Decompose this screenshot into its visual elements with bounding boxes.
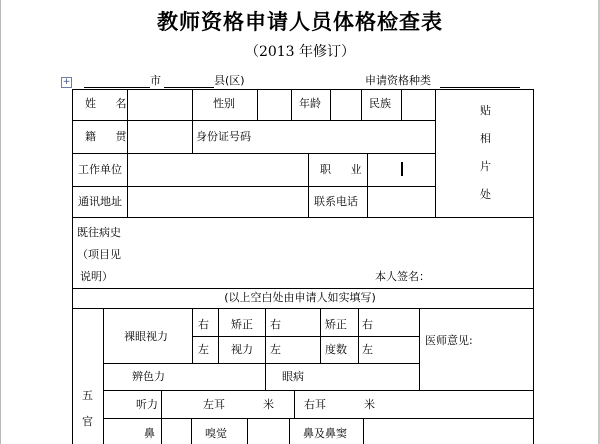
corrected-left-label: 左	[270, 343, 281, 356]
corrected-vision-label-2: 视力	[231, 343, 253, 356]
right-ear-unit: 米	[364, 398, 375, 411]
left-ear-label: 左耳	[203, 398, 225, 411]
native-place-label: 籍 贯	[85, 130, 135, 143]
history-label-3: 说明）	[80, 270, 113, 283]
left-ear-unit: 米	[263, 398, 274, 411]
correction-degree-label-2: 度数	[325, 343, 347, 356]
name-label: 姓 名	[85, 97, 135, 110]
vision-right-label: 右	[198, 318, 209, 331]
photo-char-2: 相	[480, 132, 491, 145]
nasal-sinus-label: 鼻及鼻窦	[303, 427, 347, 440]
nose-label: 鼻	[144, 427, 155, 440]
corrected-vision-label-1: 矫正	[231, 318, 253, 331]
photo-char-4: 处	[480, 188, 491, 201]
qualification-label: 申请资格种类	[365, 74, 431, 87]
table-move-handle-icon[interactable]: +	[62, 77, 71, 87]
photo-char-3: 片	[480, 160, 491, 173]
eye-disease-label: 眼病	[282, 370, 304, 383]
address-label: 通讯地址	[78, 195, 122, 208]
employer-label: 工作单位	[78, 163, 122, 176]
id-number-label: 身份证号码	[196, 130, 251, 143]
section-char-1: 五	[82, 389, 93, 402]
section-char-2: 官	[82, 415, 93, 428]
doctor-opinion-label: 医师意见:	[425, 334, 473, 347]
smell-label: 嗅觉	[205, 427, 227, 440]
gender-label: 性别	[213, 97, 235, 110]
ethnicity-label: 民族	[369, 97, 391, 110]
form-title: 教师资格申请人员体格检查表	[157, 10, 443, 34]
age-label: 年龄	[299, 97, 321, 110]
degree-right-label: 右	[362, 318, 373, 331]
signature-label: 本人签名：	[375, 270, 430, 283]
fill-note: (以上空白处由申请人如实填写)	[224, 291, 376, 304]
text-cursor	[401, 162, 403, 176]
hearing-label: 听力	[136, 398, 158, 411]
county-label: 县(区)	[214, 74, 245, 87]
vision-label: 裸眼视力	[124, 330, 168, 343]
form-subtitle: （2013 年修订）	[244, 44, 356, 60]
degree-left-label: 左	[362, 343, 373, 356]
history-label-2: （项目见	[77, 248, 121, 261]
corrected-right-label: 右	[270, 318, 281, 331]
correction-degree-label-1: 矫正	[325, 318, 347, 331]
history-label-1: 既往病史	[77, 226, 121, 239]
city-label: 市	[150, 74, 161, 87]
photo-char-1: 贴	[480, 104, 491, 117]
vision-left-label: 左	[198, 343, 209, 356]
occupation-label: 职 业	[320, 163, 370, 176]
color-vision-label: 辨色力	[132, 370, 165, 383]
right-ear-label: 右耳	[304, 398, 326, 411]
phone-label: 联系电话	[314, 195, 358, 208]
